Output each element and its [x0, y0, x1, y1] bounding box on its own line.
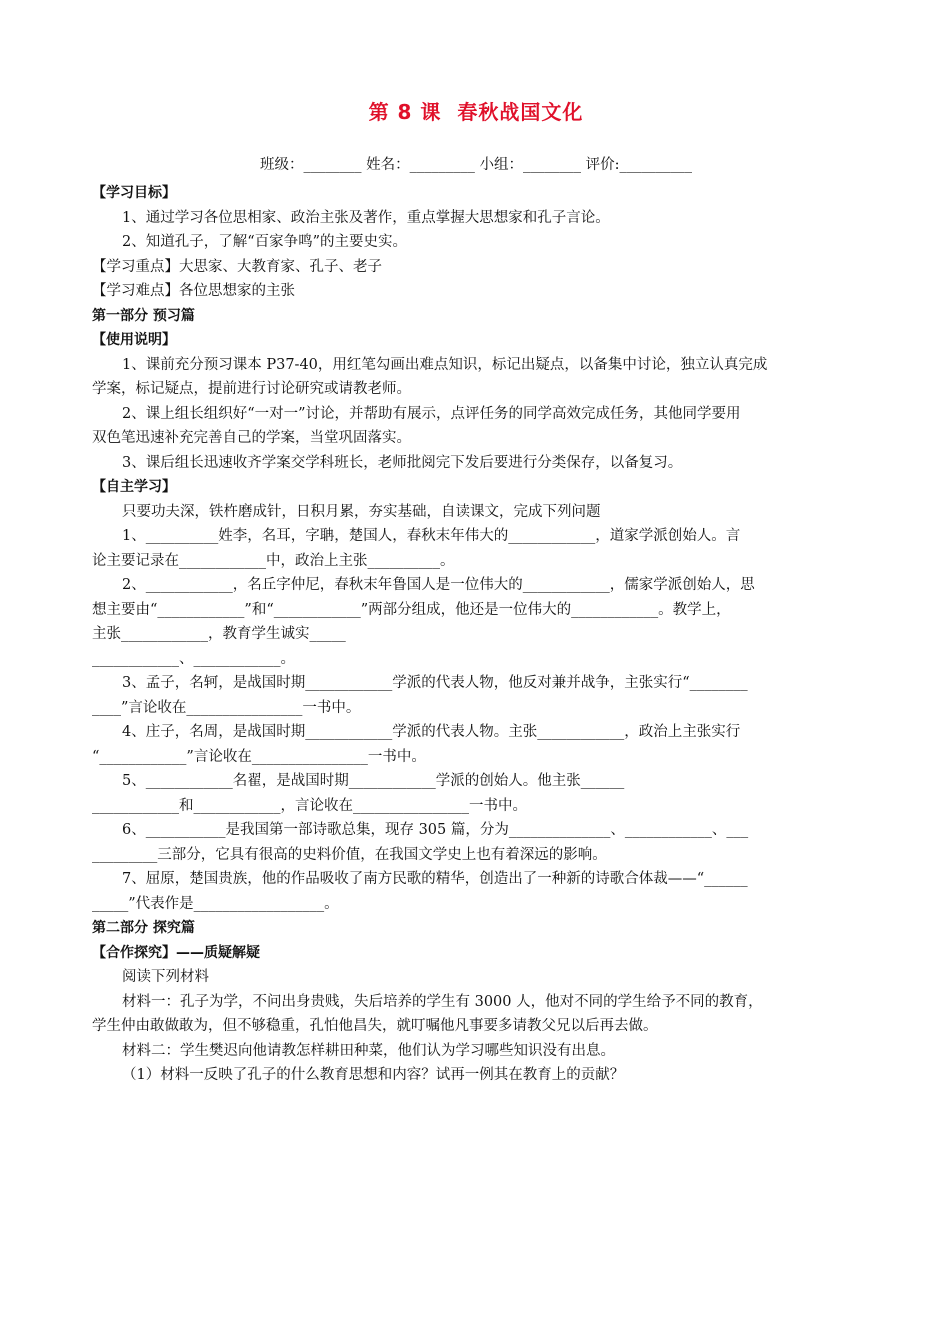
line-difficult-points: 【学习难点】各位思想家的主张 — [92, 283, 295, 299]
line-q3a: 3、孟子，名轲，是战国时期____________学派的代表人物，他反对兼并战争，主张实行“________ — [122, 675, 748, 691]
line-q2a: 2、____________，名丘字仲尼，春秋末年鲁国人是一位伟大的____________，儒家学派创始人，思 — [122, 577, 755, 593]
line-q4a: 4、庄子，名周，是战国时期____________学派的代表人物。主张____________，政治上主张实行 — [122, 724, 741, 740]
line-usage-heading: 【使用说明】 — [92, 332, 176, 348]
name-blank[interactable]: _________ — [409, 157, 475, 173]
line-coop-heading: 【合作探究】——质疑解疑 — [92, 944, 260, 961]
line-material-1a: 材料一：孔子为学，不问出身贵贱，失后培养的学生有 3000 人，他对不同的学生给予不同的教育， — [122, 993, 763, 1010]
line-q1a: 1、__________姓李，名耳，字聃，楚国人，春秋末年伟大的____________，道家学派创始人。言 — [122, 528, 741, 544]
evaluation-blank[interactable]: __________ — [619, 157, 692, 173]
line-q3b: ____”言论收在________________一书中。 — [92, 699, 361, 716]
line-q2b: 想主要由“____________”和“____________”两部分组成，他还是一位伟大的____________。教学上， — [92, 601, 731, 618]
line-q6b: _________三部分，它具有很高的史料价值，在我国文学史上也有着深远的影响。 — [92, 846, 607, 863]
line-q7a: 7、屈原，楚国贵族，他的作品吸收了南方民歌的精华，创造出了一种新的诗歌合体裁——“______ — [122, 871, 748, 887]
evaluation-label: 评价: — [585, 157, 620, 173]
student-info-row — [92, 153, 860, 177]
line-q6a: 6、___________是我国第一部诗歌总集，现存 305 篇，分为______________、____________、___ — [122, 822, 749, 838]
lesson-topic: 春秋战国文化 — [457, 100, 584, 124]
line-goal-2: 2、知道孔子，了解“百家争鸣”的主要史实。 — [122, 234, 408, 250]
page-title — [92, 96, 860, 125]
name-label: 姓名： — [366, 157, 410, 173]
worksheet-body — [92, 181, 860, 1088]
class-blank[interactable]: ________ — [303, 157, 362, 173]
group-blank[interactable]: ________ — [522, 157, 581, 173]
line-q1b: 论主要记录在____________中，政治上主张__________。 — [92, 552, 455, 569]
line-question-1: （1）材料一反映了孔子的什么教育思想和内容？试再一例其在教育上的贡献？ — [122, 1067, 625, 1083]
line-material-2: 材料二：学生樊迟向他请教怎样耕田种菜，他们认为学习哪些知识没有出息。 — [122, 1042, 615, 1059]
line-goal-heading: 【学习目标】 — [92, 185, 176, 201]
lesson-number: 第 8 课 — [368, 100, 442, 124]
line-q5a: 5、____________名翟，是战国时期____________学派的创始人。他主张______ — [122, 773, 625, 789]
line-q2d: ____________、____________。 — [92, 650, 295, 667]
line-usage-2b: 双色笔迅速补充完善自己的学案，当堂巩固落实。 — [92, 430, 411, 446]
line-q7b: _____”代表作是__________________。 — [92, 895, 339, 912]
line-key-points: 【学习重点】大思家、大教育家、孔子、老子 — [92, 258, 382, 275]
line-self-study-intro: 只要功夫深，铁杵磨成针，日积月累，夯实基础，自读课文，完成下列问题 — [122, 503, 601, 520]
line-material-1b: 学生仲由敢做敢为，但不够稳重，孔怕他昌失，就叮嘱他凡事要多请教父兄以后再去做。 — [92, 1018, 658, 1034]
line-usage-2a: 2、课上组长组织好“一对一”讨论，并帮助有展示，点评任务的同学高效完成任务，其他同学要用 — [122, 405, 741, 422]
line-read-materials: 阅读下列材料 — [122, 969, 209, 985]
line-usage-1a: 1、课前充分预习课本 P37-40，用红笔勾画出难点知识，标记出疑点，以备集中讨论，独立认真完成 — [122, 356, 768, 373]
line-q4b: “____________”言论收在________________一书中。 — [92, 748, 426, 765]
line-part-one: 第一部分 预习篇 — [92, 307, 195, 324]
line-self-study-heading: 【自主学习】 — [92, 479, 176, 495]
group-label: 小组： — [479, 157, 523, 173]
line-q2c: 主张____________，教育学生诚实_____ — [92, 626, 346, 642]
line-part-two: 第二部分 探究篇 — [92, 920, 195, 936]
worksheet-page — [92, 96, 860, 1088]
line-usage-3: 3、课后组长迅速收齐学案交学科班长，老师批阅完下发后要进行分类保存，以备复习。 — [122, 454, 683, 471]
line-usage-1b: 学案，标记疑点，提前进行讨论研究或请教老师。 — [92, 381, 411, 397]
line-q5b: ____________和____________，言论收在________________一书中。 — [92, 797, 527, 814]
class-label: 班级： — [260, 157, 304, 173]
line-goal-1: 1、通过学习各位思相家、政治主张及著作，重点掌握大思想家和孔子言论。 — [122, 209, 610, 226]
